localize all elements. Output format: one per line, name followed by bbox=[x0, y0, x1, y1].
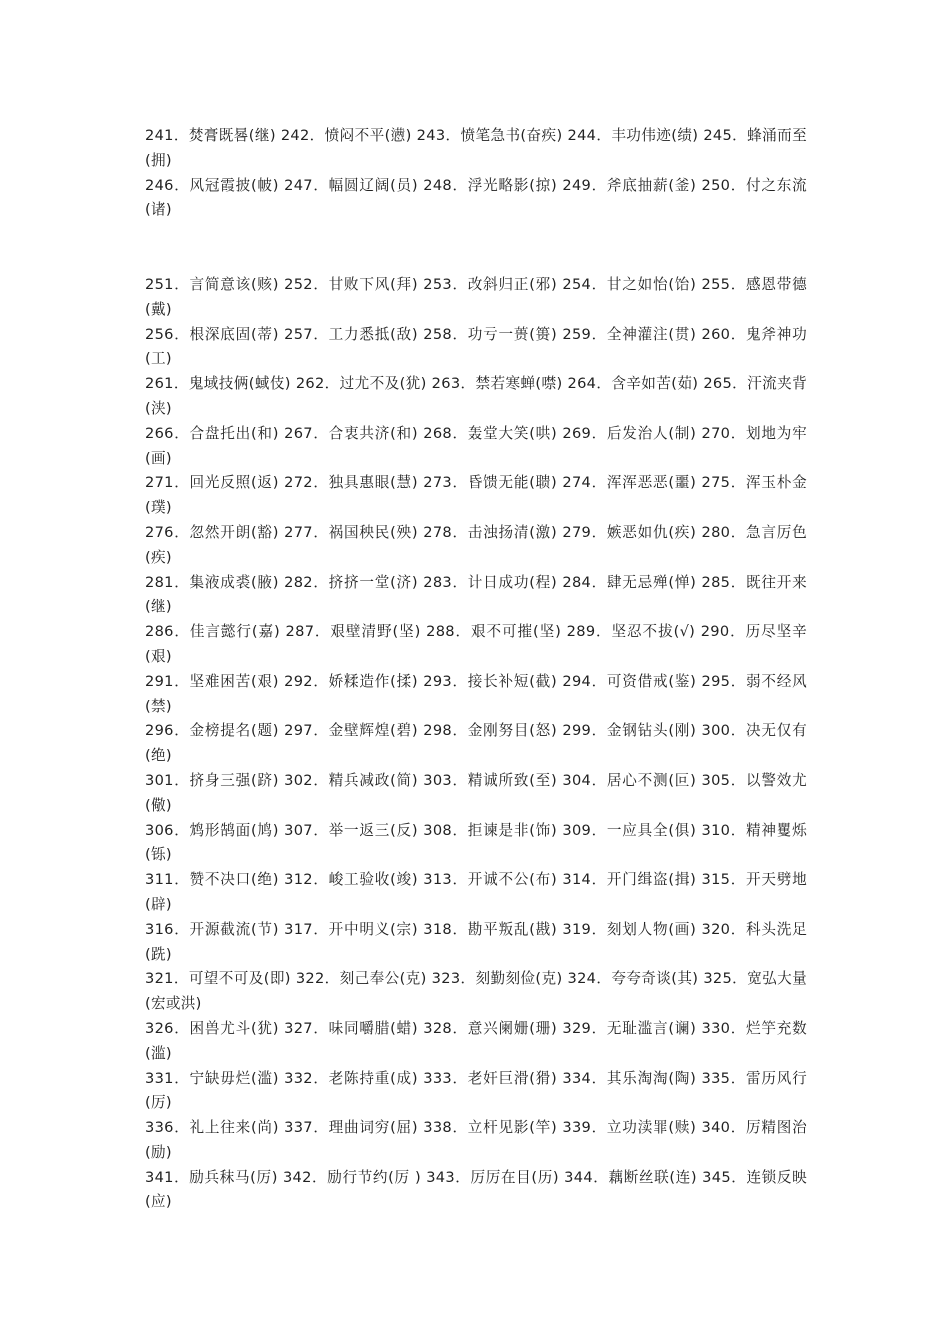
idiom-paragraph: 326．困兽尤斗(犹) 327．味同嚼腊(蜡) 328．意兴阑姗(珊) 329．无耻滥言(谰) 330．烂竽充数(滥) bbox=[145, 1019, 807, 1062]
idiom-paragraph: 241．焚膏既晷(继) 242．愤闷不平(懑) 243．愤笔急书(奋疾) 244．丰功伟迹(绩) 245．蜂涌而至(拥) bbox=[145, 127, 807, 169]
idiom-paragraph: 311．赞不决口(绝) 312．峻工验收(竣) 313．开诚不公(布) 314．开门缉盗(揖) 315．开天劈地(辟) bbox=[145, 871, 807, 913]
idiom-paragraph: 266．合盘托出(和) 267．合衷共济(和) 268．轰堂大笑(哄) 269．后发治人(制) 270．划地为牢(画) bbox=[145, 424, 807, 467]
idiom-paragraph: 341．励兵秣马(厉) 342．励行节约(厉 ) 343．厉厉在目(历) 344．藕断丝联(连) 345．连锁反映(应) bbox=[145, 1168, 807, 1211]
idiom-paragraph: 261．鬼域技俩(蜮伎) 262．过尤不及(犹) 263．禁若寒蝉(噤) 264．含辛如苦(茹) 265．汗流夹背(浃) bbox=[145, 375, 807, 417]
idiom-paragraph: 331．宁缺毋烂(滥) 332．老陈持重(成) 333．老奸巨滑(猾) 334．其乐淘淘(陶) 335．雷历风行(厉) bbox=[145, 1069, 807, 1112]
idiom-paragraph: 321．可望不可及(即) 322．刻己奉公(克) 323．刻勤刻俭(克) 324．夸夸奇谈(其) 325．宽弘大量(宏或洪) bbox=[145, 970, 807, 1013]
idiom-paragraph: 256．根深底固(蒂) 257．工力悉抵(敌) 258．功亏一蒉(篑) 259．全神灌注(贯) 260．鬼斧神功(工) bbox=[145, 325, 807, 368]
idiom-paragraph: 251．言简意该(赅) 252．甘败下风(拜) 253．改斜归正(邪) 254．甘之如怡(饴) 255．感恩带德(戴) bbox=[145, 276, 807, 318]
idiom-paragraph: 281．集液成裘(腋) 282．挤挤一堂(济) 283．计日成功(程) 284．肆无忌殚(惮) 285．既往开来(继) bbox=[145, 573, 807, 616]
idiom-paragraph: 286．佳言懿行(嘉) 287．艰壁清野(坚) 288．艰不可摧(坚) 289．坚忍不拔(√) 290．历尽坚辛(艰) bbox=[145, 623, 807, 665]
idiom-paragraph: 246．风冠霞披(帔) 247．幅圆辽阔(员) 248．浮光略影(掠) 249．斧底抽薪(釜) 250．付之东流(诸) bbox=[145, 176, 807, 219]
idiom-section-251-345 bbox=[145, 273, 807, 1215]
idiom-paragraph: 296．金榜提名(题) 297．金壁辉煌(碧) 298．金刚努目(怒) 299．金钢钻头(刚) 300．决无仅有(绝) bbox=[145, 722, 807, 765]
idiom-paragraph: 291．坚难困苦(艰) 292．娇糅造作(揉) 293．接长补短(截) 294．可资借戒(鉴) 295．弱不经风(禁) bbox=[145, 672, 807, 715]
idiom-paragraph: 271．回光反照(返) 272．独具惠眼(慧) 273．昏馈无能(聩) 274．浑浑恶恶(噩) 275．浑玉朴金(璞) bbox=[145, 474, 807, 517]
idiom-paragraph: 306．鸩形鹄面(鸠) 307．举一返三(反) 308．拒谏是非(饰) 309．一应具全(俱) 310．精神矍烁(铄) bbox=[145, 821, 807, 864]
idiom-paragraph: 301．挤身三强(跻) 302．精兵减政(简) 303．精诚所致(至) 304．居心不测(叵) 305．以警效尤(儆) bbox=[145, 771, 807, 814]
idiom-paragraph: 316．开源截流(节) 317．开中明义(宗) 318．勘平叛乱(戡) 319．刻划人物(画) 320．科头洗足(跣) bbox=[145, 920, 807, 963]
idiom-section-241-250 bbox=[145, 124, 807, 223]
idiom-paragraph: 276．忽然开朗(豁) 277．祸国秧民(殃) 278．击浊扬清(激) 279．嫉恶如仇(疾) 280．急言厉色(疾) bbox=[145, 523, 807, 566]
idiom-paragraph: 336．礼上往来(尚) 337．理曲词穷(屈) 338．立杆见影(竿) 339．立功渎罪(赎) 340．厉精图治(励) bbox=[145, 1119, 807, 1161]
